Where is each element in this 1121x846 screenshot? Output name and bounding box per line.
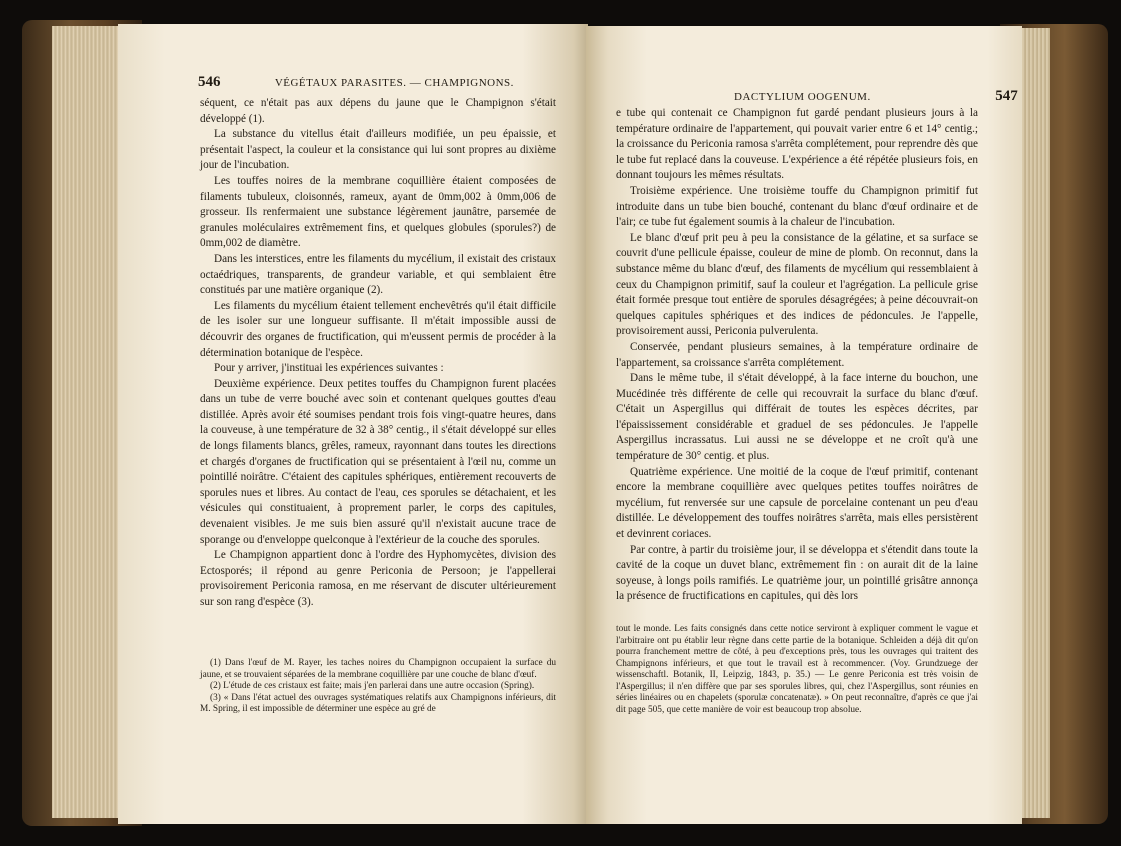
footnote: tout le monde. Les faits consignés dans cette notice serviront à expliquer comment le vague et l'arbitraire ont pu établir leur règne dans cette partie de la botanique. Schleiden a déjà dit qu'on pourra franchement mettre de côté, à peu d'exceptions près, tous les ouvrages qui traitent des Champignons inférieurs, et que tout le travail est à recommencer. (Voy. Grundzuege der wissenschaftl. Botanik, II, Leipzig, 1843, p. 35.) — Le genre Periconia est très voisin de l'Aspergillus; il n'en diffère que par ses sporules libres, qui, chez l'Aspergillus, sont réunies en séries linéaires ou en chapelets (sporulæ concatenatæ). » On peut reconnaître, d'après ce que j'ai dit page 505, que cette manière de voir est beaucoup trop absolue. <box>616 624 978 715</box>
paragraph: Deuxième expérience. Deux petites touffes du Champignon furent placées dans un tube de verre bouché avec soin et contenant quelques gouttes d'eau distillée. Après avoir été soumises pendant trois fois vingt-quatre heures, dans la couveuse, à une température de 32 à 38° centig., il s'était développé sur elles de longs filaments blancs, grêles, rameux, rayonnant dans toutes les directions et chargés d'organes de fructification qui se présentaient à l'œil nu, comme un pointillé noirâtre. C'étaient des capitules sphériques, entièrement recouverts de sporules nues et libres. Au contact de l'eau, ces sporules se détachaient, et les vésicules qui constituaient, à proprement parler, le corps des capitules, devenaient visibles. Je me suis bien assuré qu'il n'existait aucune trace de sporange ou d'enveloppe quelconque à l'extérieur de la couche des sporules. <box>200 377 556 546</box>
left-page-header <box>198 74 514 91</box>
paragraph: Conservée, pendant plusieurs semaines, à la température ordinaire de l'appartement, sa croissance s'arrêta complétement. <box>616 340 978 369</box>
right-body-text <box>616 106 978 605</box>
left-footnotes <box>200 658 556 716</box>
paragraph: Troisième expérience. Une troisième touffe du Champignon primitif fut introduite dans un tube bien bouché, contenant du blanc d'œuf ordinaire et de l'air; ce tube fut également soumis à la chaleur de l'incubation. <box>616 184 978 229</box>
paragraph: Le Champignon appartient donc à l'ordre des Hyphomycètes, division des Ectosporés; il répond au genre Periconia de Persoon; je l'appellerai provisoirement Periconia ramosa, en me réservant de discuter ultérieurement sur son rang d'espèce (3). <box>200 549 556 608</box>
left-page <box>118 24 588 824</box>
right-running-title: DACTYLIUM OOGENUM. <box>734 91 871 103</box>
right-footnotes <box>616 624 978 716</box>
right-page-number: 547 <box>995 88 1018 104</box>
footnote: (2) L'étude de ces cristaux est faite; mais j'en parlerai dans une autre occasion (Spring). <box>210 681 535 691</box>
paragraph: e tube qui contenait ce Champignon fut gardé pendant plusieurs jours à la température ordinaire de l'appartement, qui pouvait varier entre 6 et 14° centig.; la croissance du Periconia ramosa s'arrêta complétement, pour reprendre dès que le tube fut replacé dans la couveuse. L'expérience a été répétée plusieurs fois, en donnant toujours les mêmes résultats. <box>616 107 978 182</box>
paragraph: Par contre, à partir du troisième jour, il se développa et s'étendit dans toute la cavité de la coque un duvet blanc, extrêmement fin : on aurait dit de la laine soyeuse, à longs poils ramifiés. Le quatrième jour, un pointillé grisâtre annonça la présence de fructifications en capitules, qui dès lors <box>616 543 978 603</box>
left-running-title: VÉGÉTAUX PARASITES. — CHAMPIGNONS. <box>274 77 514 89</box>
paragraph: Le blanc d'œuf prit peu à peu la consistance de la gélatine, et sa surface se couvrit d'une pellicule épaisse, couleur de mine de plomb. On reconnut, dans la substance même du blanc d'œuf, des filaments de mycélium qui ressemblaient à ceux du Champignon primitif, sauf la couleur et l'agrégation. La pellicule grise était formée presque tout entière de sporules désagrégées; à peine découvrait-on quelques capitules sphériques et des indices de pédoncules. Je l'appelle, provisoirement aussi, Periconia pulverulenta. <box>616 231 978 338</box>
footnote: (1) Dans l'œuf de M. Rayer, les taches noires du Champignon occupaient la surface du jaune, et se trouvaient séparées de la membrane coquillière par une couche de blanc d'œuf. <box>200 658 556 680</box>
paragraph: séquent, ce n'était pas aux dépens du jaune que le Champignon s'était développé (1). <box>200 97 556 125</box>
left-body-text <box>200 96 556 611</box>
paragraph: La substance du vitellus était d'ailleurs modifiée, un peu épaissie, et présentait l'aspect, la couleur et la consistance qui lui sont propres au dixième jour de l'incubation. <box>200 128 556 172</box>
footnote: (3) « Dans l'état actuel des ouvrages systématiques relatifs aux Champignons inférieurs, dit M. Spring, il est impossible de déterminer une espèce au gré de <box>200 692 556 714</box>
paragraph: Quatrième expérience. Une moitié de la coque de l'œuf primitif, contenant encore la membrane coquillière avec quelques petites touffes noirâtres de mycélium, fut renversée sur une capsule de porcelaine contenant un peu d'eau distillée. Le développement des touffes noirâtres s'arrêta, mais elles persistèrent et devinrent coriaces. <box>616 465 978 541</box>
paragraph: Dans le même tube, il s'était développé, à la face interne du bouchon, une Mucédinée très différente de celle qui recouvrait la surface du blanc d'œuf. C'était un Aspergillus qui différait de toutes les espèces décrites, par l'épaississement considérable et graduel de ses pédoncules. Je l'appelle Aspergillus incrassatus. Lui aussi ne se développe et ne croît qu'à une température de 30° centig. et plus. <box>616 372 978 463</box>
paragraph: Les touffes noires de la membrane coquillière étaient composées de filaments tubuleux, cloisonnés, rameux, ayant de 0mm,002 à 0mm,006 de grosseur. Ils renfermaient une substance légèrement jaunâtre, parsemée de granules moléculaires extrêmement fins, et quelques globules (sporules?) de 0mm,002 de diamètre. <box>200 174 556 250</box>
left-page-number: 546 <box>198 74 221 90</box>
paragraph: Dans les interstices, entre les filaments du mycélium, il existait des cristaux octaédriques, transparents, de grandeur variable, et qui semblaient être constitués par une matière organique (2). <box>200 252 556 297</box>
paragraph: Pour y arriver, j'instituai les expériences suivantes : <box>214 362 444 375</box>
right-page <box>586 26 1022 824</box>
paragraph: Les filaments du mycélium étaient tellement enchevêtrés qu'il était difficile de les isoler sur une longueur suffisante. Il m'était impossible aussi de découvrir des organes de fructification, qui m'eussent permis de procéder à la détermination botanique de l'espèce. <box>200 299 556 359</box>
right-page-header <box>734 88 1018 105</box>
